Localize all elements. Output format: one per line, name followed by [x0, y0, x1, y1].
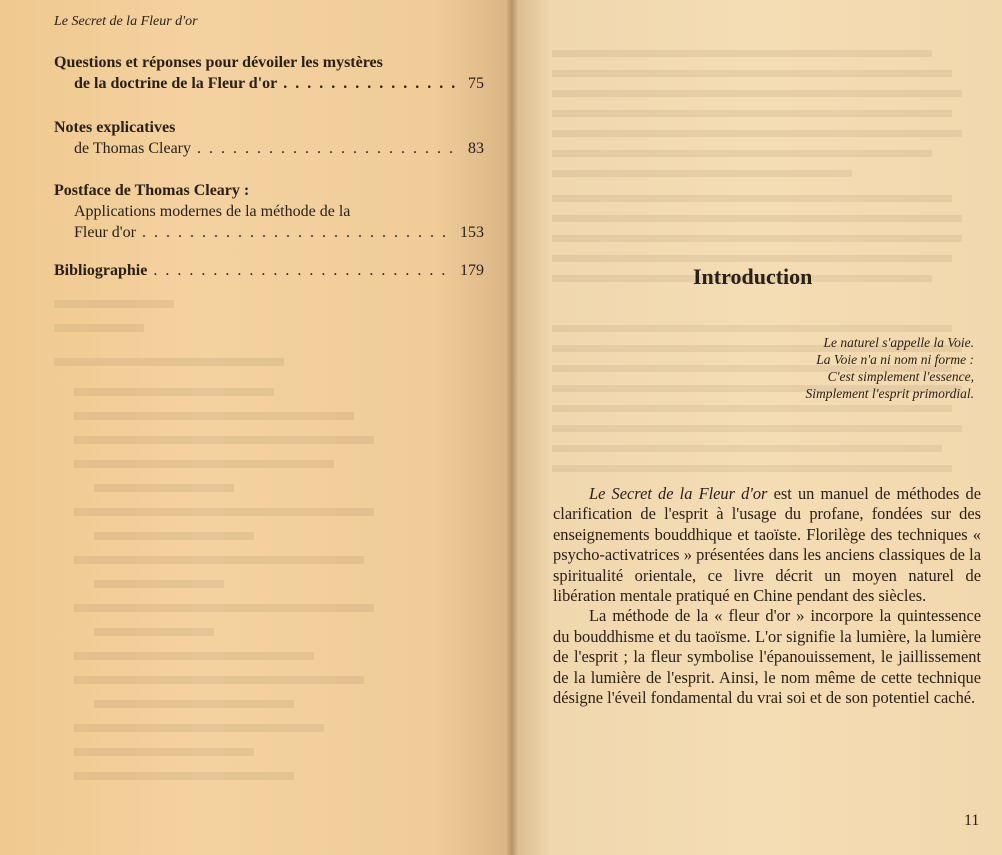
right-page: [512, 0, 1002, 855]
toc-line: de Thomas Cleary: [74, 140, 192, 157]
chapter-title: Introduction: [693, 264, 813, 289]
toc-heading: Notes explicatives: [54, 119, 176, 136]
toc-page-number: 83: [468, 140, 484, 157]
toc-page-number: 75: [468, 75, 484, 92]
running-head: Le Secret de la Fleur d'or: [54, 14, 198, 29]
paragraph-1: [553, 484, 981, 606]
toc-line: de la doctrine de la Fleur d'or: [74, 75, 278, 92]
epigraph: [805, 334, 974, 402]
paragraph-2: La méthode de la « fleur d'or » incorpore la quintessence du bouddhisme et du taoïsme. L'or signifie la lumière, la lumière de l'esprit ; la fleur symbolise l'épanouissement, le jaillissement de la lumière de l'esprit. Ainsi, le nom même de cette technique désigne l'éveil fondamental du vrai soi et de son potentiel caché.: [553, 606, 981, 708]
epigraph-line: La Voie n'a ni nom ni forme :: [816, 352, 974, 367]
toc-page-number: 179: [460, 262, 484, 279]
leader-dots: [283, 73, 462, 94]
toc-heading: Bibliographie: [54, 262, 148, 279]
leader-dots: [197, 138, 462, 159]
toc-entry-notes: [54, 117, 484, 159]
toc-line: Applications modernes de la méthode de la: [74, 203, 351, 220]
paragraph-text: est un manuel de méthodes de clarification de l'esprit à l'usage du profane, fondées sur des enseignements bouddhique et taoïste. Florilège des techniques « psycho-activatrices » présentées dans les anciens classiques de la spiritualité orientale, ce livre décrit un moyen naturel de libération mentale pratiqué en Chine pendant des siècles.: [553, 484, 981, 606]
book-title-italic: Le Secret de la Fleur d'or: [589, 484, 768, 503]
epigraph-line: Le naturel s'appelle la Voie.: [823, 335, 974, 350]
toc-line: Fleur d'or: [74, 224, 136, 241]
toc-entry-questions: [54, 52, 484, 94]
page-number: 11: [964, 812, 980, 829]
toc-page-number: 153: [460, 224, 484, 241]
epigraph-line: C'est simplement l'essence,: [827, 369, 974, 384]
toc-heading: Questions et réponses pour dévoiler les mystères: [54, 54, 383, 71]
epigraph-line: Simplement l'esprit primordial.: [805, 386, 974, 401]
show-through-texture: [54, 290, 474, 797]
toc-heading: Postface de Thomas Cleary :: [54, 182, 250, 199]
body-text: [553, 484, 981, 708]
toc-entry-bibliographie: [54, 260, 484, 281]
book-gutter: [506, 0, 518, 855]
toc-entry-postface: [54, 180, 484, 243]
leader-dots: [153, 260, 454, 281]
leader-dots: [142, 222, 454, 243]
show-through-lines: [54, 290, 474, 790]
